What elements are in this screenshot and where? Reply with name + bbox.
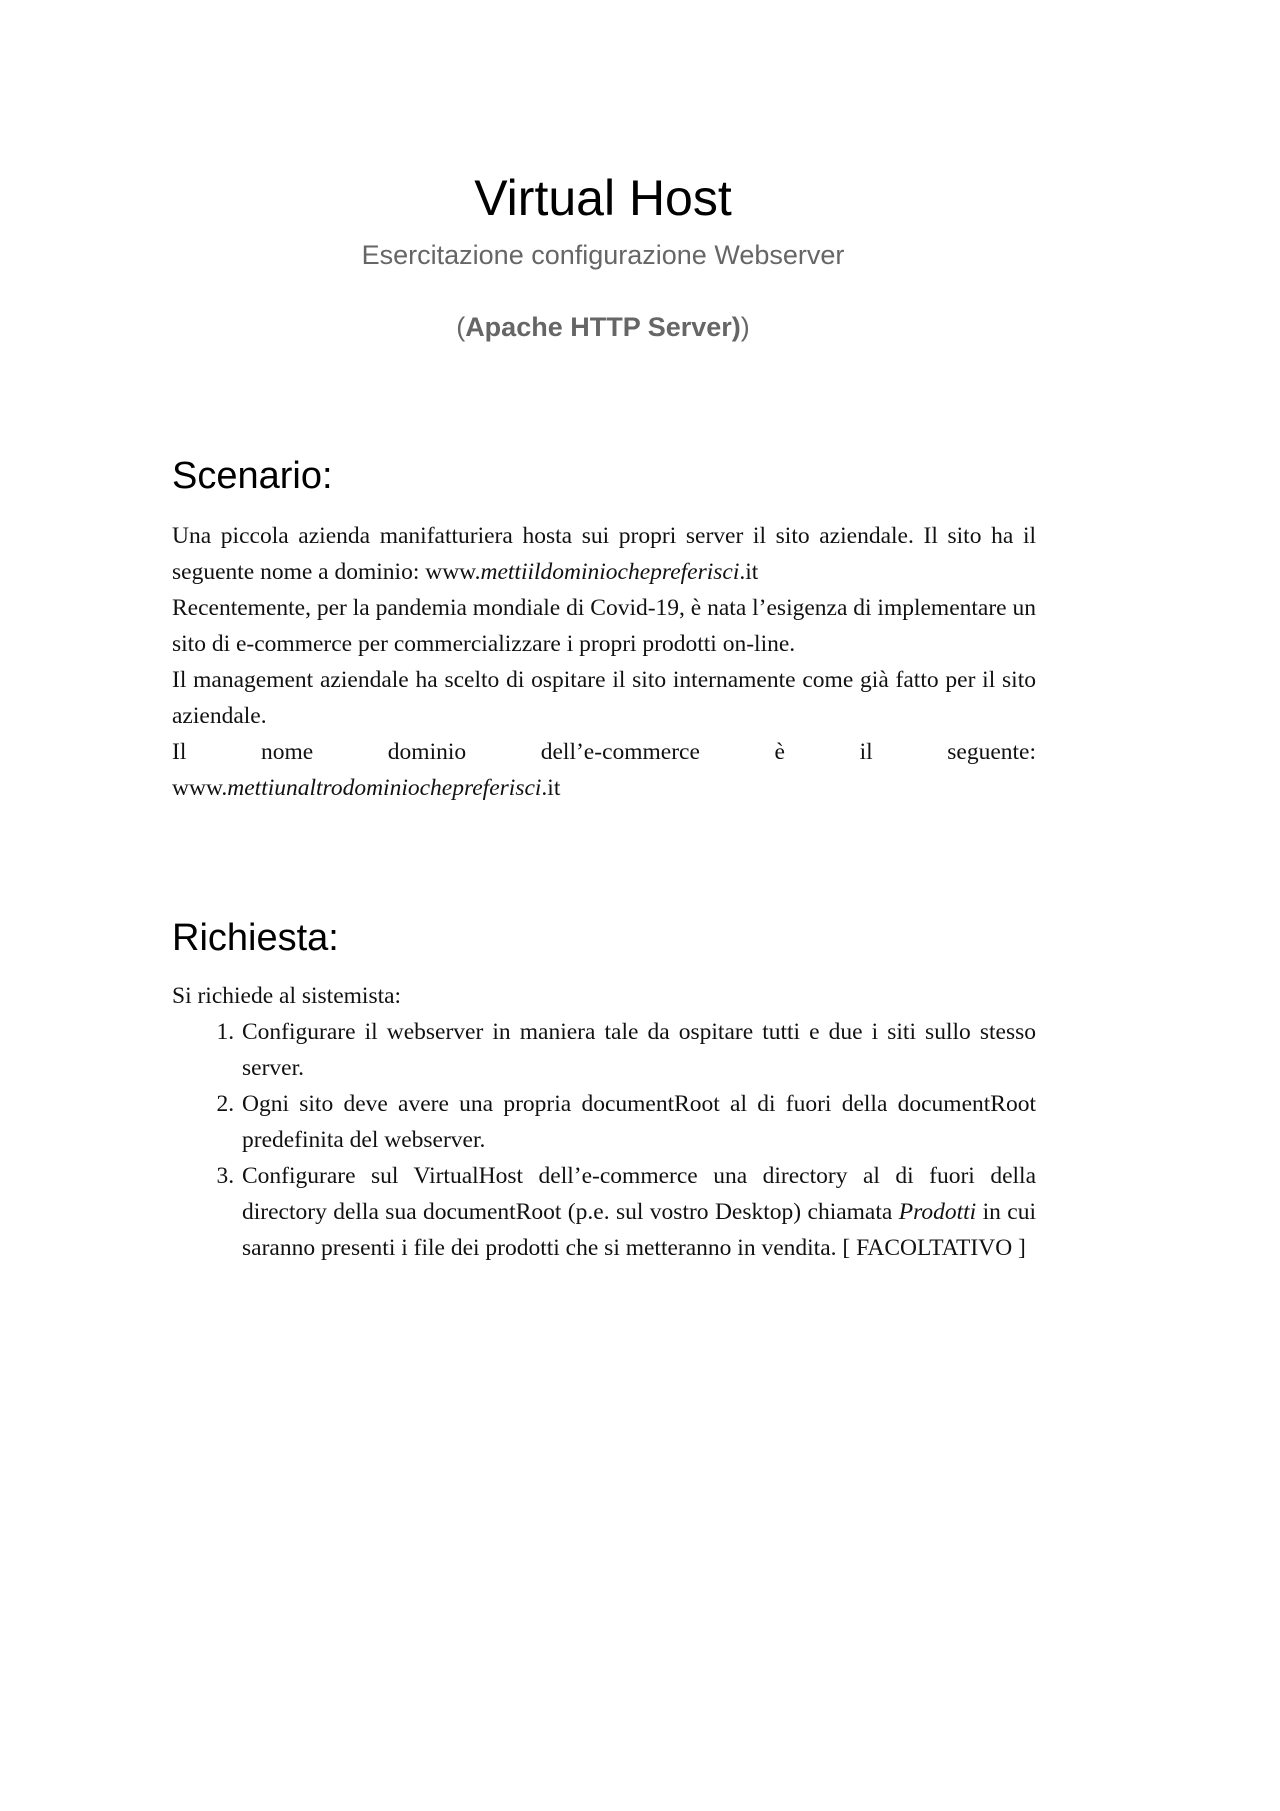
- requirement-3-text-b: in cui saranno presenti i file dei prodotti che si metteranno in vendita. [ FACOLTATIVO ]: [242, 1199, 1037, 1261]
- scenario-p4-domain: mettiunaltrodominiochepreferisci: [227, 775, 542, 801]
- requirement-item-1: 1. Configurare il webserver in maniera tale da ospitare tutti e due i siti sullo stesso server.: [240, 1014, 1036, 1086]
- scenario-paragraph-4-line-2: [172, 770, 1036, 806]
- scenario-p1-tld: .it: [739, 559, 759, 585]
- requirement-item-2: 2. Ogni sito deve avere una propria documentRoot al di fuori della documentRoot predefinita del webserver.: [240, 1086, 1036, 1158]
- document-title: Virtual Host: [474, 170, 732, 226]
- scenario-paragraph-4-line-1: Il nome dominio dell’e-commerce è il seguente:: [172, 739, 1036, 765]
- scenario-paragraph-2: Recentemente, per la pandemia mondiale di Covid-19, è nata l’esigenza di implementare un sito di e-commerce per commercializzare i propri prodotti on-line.: [172, 595, 1036, 657]
- scenario-p4-prefix: www.: [172, 775, 228, 801]
- scenario-paragraph-3: Il management aziendale ha scelto di ospitare il sito internamente come già fatto per il sito aziendale.: [172, 667, 1036, 729]
- requirements-list: [172, 1014, 1036, 1266]
- scenario-p1-domain: mettiildominiochepreferisci: [480, 559, 740, 585]
- richiesta-heading: Richiesta:: [172, 917, 339, 959]
- requirement-3-folder-name: Prodotti: [898, 1199, 977, 1225]
- requirement-3-text-a: Configurare sul VirtualHost dell’e-commerce una directory al di fuori della directory della sua documentRoot (p.e. sul vostro Desktop) chiamata: [242, 1163, 1036, 1225]
- richiesta-intro: Si richiede al sistemista:: [172, 983, 402, 1009]
- document-subtitle-server: [0, 312, 1206, 343]
- scenario-heading: Scenario:: [172, 455, 333, 497]
- scenario-p4-suffix: .it: [541, 775, 561, 801]
- subtitle-server-name: Apache HTTP Server): [465, 312, 741, 342]
- subtitle-open-paren: (: [456, 312, 466, 342]
- scenario-body: [172, 518, 1036, 806]
- subtitle-close-paren: ): [740, 312, 750, 342]
- scenario-p1-text: Una piccola azienda manifatturiera hosta sui propri server il sito aziendale. Il sito ha il seguente nome a dominio: www.: [172, 523, 1036, 585]
- richiesta-body: [172, 978, 1036, 1266]
- requirement-item-3: [240, 1158, 1036, 1266]
- scenario-paragraph-1: [172, 518, 1036, 590]
- document-subtitle: Esercitazione configurazione Webserver: [361, 240, 845, 270]
